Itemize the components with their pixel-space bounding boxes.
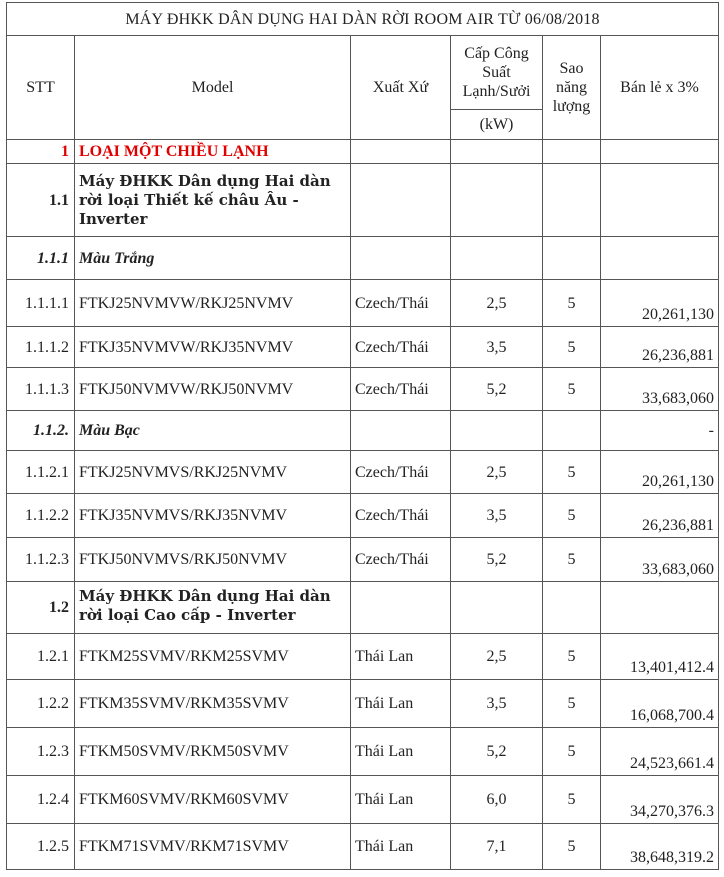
row-stt: 1.2.5 xyxy=(7,824,75,870)
row-price: 33,683,060 xyxy=(601,538,719,582)
row-capacity: 5,2 xyxy=(451,728,543,776)
row-model: FTKM60SVMV/RKM60SVMV xyxy=(75,776,351,824)
row-stt: 1.1.1.3 xyxy=(7,368,75,411)
row-origin: Thái Lan xyxy=(351,634,451,680)
table-row xyxy=(7,634,719,680)
row-capacity: 3,5 xyxy=(451,680,543,728)
row-capacity: 3,5 xyxy=(451,327,543,368)
row-price: 26,236,881 xyxy=(601,494,719,538)
row-stt: 1.1.1.1 xyxy=(7,280,75,327)
row-stars: 5 xyxy=(543,824,601,870)
row-price: 24,523,661.4 xyxy=(601,728,719,776)
header-origin: Xuất Xứ xyxy=(351,36,451,140)
row-capacity: 2,5 xyxy=(451,280,543,327)
section-stt: 1 xyxy=(7,140,75,164)
row-model: FTKJ35NVMVS/RKJ35NVMV xyxy=(75,494,351,538)
row-model: FTKM35SVMV/RKM35SVMV xyxy=(75,680,351,728)
subgroup-row xyxy=(7,237,719,280)
row-stars: 5 xyxy=(543,494,601,538)
row-origin: Thái Lan xyxy=(351,728,451,776)
group-stt: 1.2 xyxy=(7,582,75,634)
row-origin: Thái Lan xyxy=(351,824,451,870)
row-capacity: 3,5 xyxy=(451,494,543,538)
table-row xyxy=(7,824,719,870)
row-stars: 5 xyxy=(543,538,601,582)
row-origin: Thái Lan xyxy=(351,776,451,824)
row-origin: Czech/Thái xyxy=(351,494,451,538)
group-label: Máy ĐHKK Dân dụng Hai dàn rời loại Cao cấp - Inverter xyxy=(75,582,351,634)
row-stars: 5 xyxy=(543,327,601,368)
table-row xyxy=(7,776,719,824)
header-model: Model xyxy=(75,36,351,140)
row-origin: Czech/Thái xyxy=(351,368,451,411)
row-stt: 1.1.2.2 xyxy=(7,494,75,538)
row-model: FTKM71SVMV/RKM71SVMV xyxy=(75,824,351,870)
header-price: Bán lẻ x 3% xyxy=(601,36,719,140)
row-capacity: 5,2 xyxy=(451,538,543,582)
row-price: 20,261,130 xyxy=(601,280,719,327)
section-row xyxy=(7,140,719,164)
row-price: 16,068,700.4 xyxy=(601,680,719,728)
table-row xyxy=(7,327,719,368)
row-capacity: 2,5 xyxy=(451,451,543,494)
section-label: LOẠI MỘT CHIỀU LẠNH xyxy=(75,140,351,164)
price-table xyxy=(6,2,719,870)
row-price: 34,270,376.3 xyxy=(601,776,719,824)
row-model: FTKJ50NVMVS/RKJ50NVMV xyxy=(75,538,351,582)
title-row xyxy=(7,3,719,36)
table-row xyxy=(7,368,719,411)
table-row xyxy=(7,494,719,538)
row-stars: 5 xyxy=(543,634,601,680)
group-stt: 1.1 xyxy=(7,164,75,237)
row-price: 20,261,130 xyxy=(601,451,719,494)
row-price: 26,236,881 xyxy=(601,327,719,368)
table-title: MÁY ĐHKK DÂN DỤNG HAI DÀN RỜI ROOM AIR TỪ 06/08/2018 xyxy=(7,3,719,36)
row-model: FTKJ25NVMVW/RKJ25NVMV xyxy=(75,280,351,327)
row-capacity: 7,1 xyxy=(451,824,543,870)
row-model: FTKM50SVMV/RKM50SVMV xyxy=(75,728,351,776)
subgroup-price: - xyxy=(601,411,719,451)
subgroup-label: Màu Bạc xyxy=(75,411,351,451)
group-label: Máy ĐHKK Dân dụng Hai dàn rời loại Thiết kế châu Âu - Inverter xyxy=(75,164,351,237)
row-stt: 1.2.2 xyxy=(7,680,75,728)
row-model: FTKJ25NVMVS/RKJ25NVMV xyxy=(75,451,351,494)
subgroup-stt: 1.1.1 xyxy=(7,237,75,280)
row-origin: Czech/Thái xyxy=(351,538,451,582)
group-row xyxy=(7,164,719,237)
header-stars: Sao năng lượng xyxy=(543,36,601,140)
row-price: 38,648,319.2 xyxy=(601,824,719,870)
header-capacity: Cấp Công Suất Lạnh/Sưởi xyxy=(451,36,543,110)
table-row xyxy=(7,728,719,776)
row-origin: Thái Lan xyxy=(351,680,451,728)
row-stt: 1.1.2.3 xyxy=(7,538,75,582)
row-model: FTKJ50NVMVW/RKJ50NVMV xyxy=(75,368,351,411)
row-stt: 1.1.2.1 xyxy=(7,451,75,494)
subgroup-row xyxy=(7,411,719,451)
subgroup-label: Màu Trắng xyxy=(75,237,351,280)
row-capacity: 5,2 xyxy=(451,368,543,411)
header-capacity-unit: (kW) xyxy=(451,110,543,140)
row-capacity: 2,5 xyxy=(451,634,543,680)
row-stars: 5 xyxy=(543,451,601,494)
row-stt: 1.2.3 xyxy=(7,728,75,776)
table-row xyxy=(7,280,719,327)
row-model: FTKJ35NVMVW/RKJ35NVMV xyxy=(75,327,351,368)
row-origin: Czech/Thái xyxy=(351,327,451,368)
row-stt: 1.2.4 xyxy=(7,776,75,824)
row-stars: 5 xyxy=(543,368,601,411)
row-capacity: 6,0 xyxy=(451,776,543,824)
row-price: 33,683,060 xyxy=(601,368,719,411)
row-stars: 5 xyxy=(543,728,601,776)
row-model: FTKM25SVMV/RKM25SVMV xyxy=(75,634,351,680)
row-origin: Czech/Thái xyxy=(351,451,451,494)
row-origin: Czech/Thái xyxy=(351,280,451,327)
row-stars: 5 xyxy=(543,680,601,728)
group-row xyxy=(7,582,719,634)
row-price: 13,401,412.4 xyxy=(601,634,719,680)
row-stars: 5 xyxy=(543,280,601,327)
header-row xyxy=(7,36,719,110)
row-stars: 5 xyxy=(543,776,601,824)
header-stt: STT xyxy=(7,36,75,140)
table-row xyxy=(7,538,719,582)
table-row xyxy=(7,680,719,728)
row-stt: 1.1.1.2 xyxy=(7,327,75,368)
table-row xyxy=(7,451,719,494)
row-stt: 1.2.1 xyxy=(7,634,75,680)
subgroup-stt: 1.1.2. xyxy=(7,411,75,451)
